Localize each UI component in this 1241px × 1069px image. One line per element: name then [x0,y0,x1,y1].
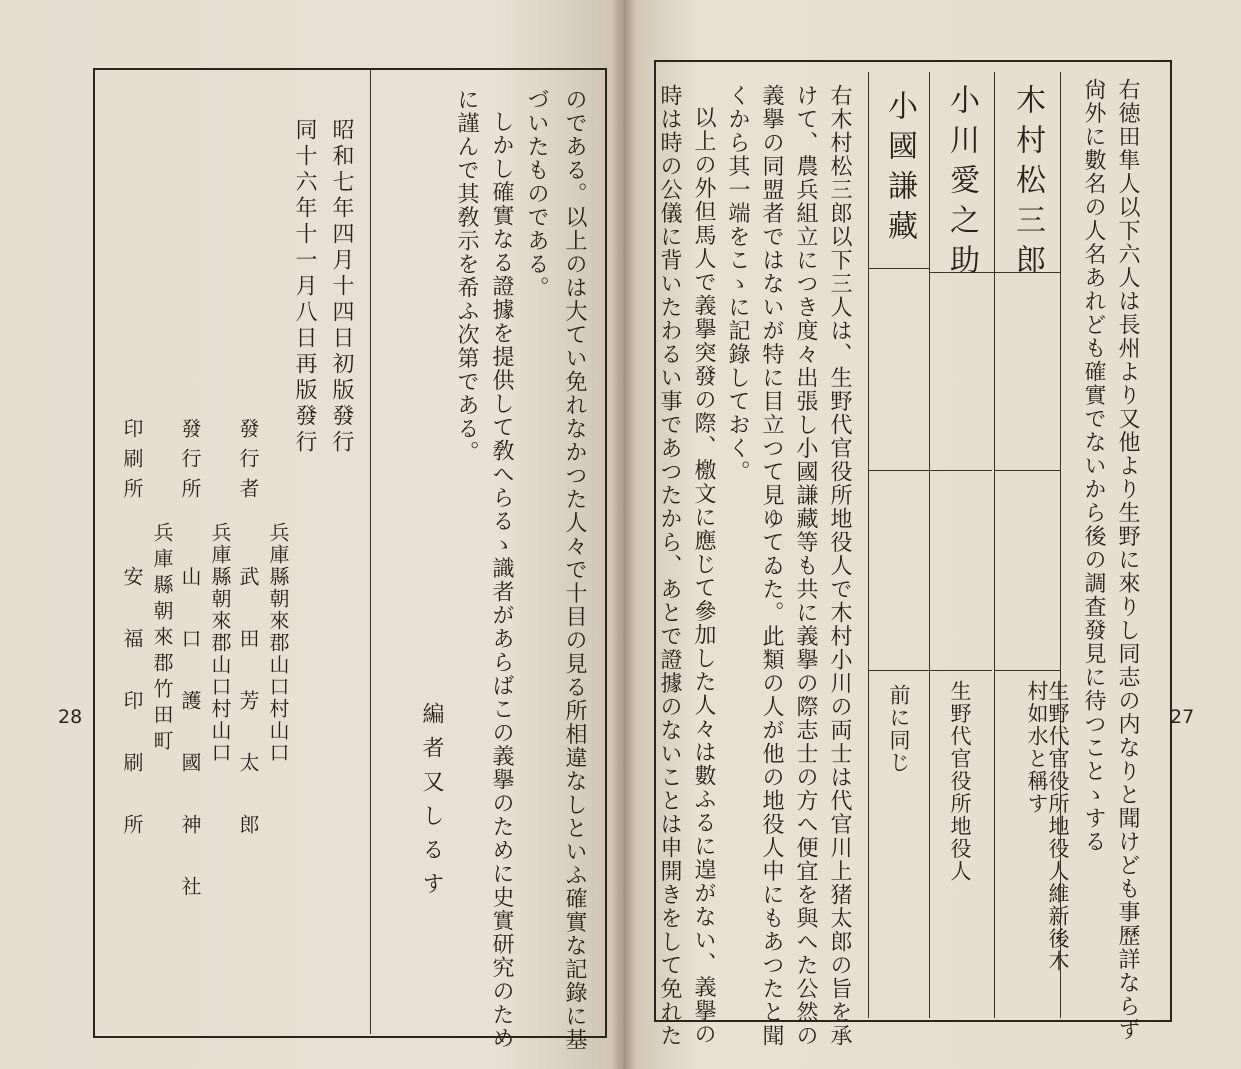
person-note: 前に同じ [887,684,911,774]
table-divider [868,72,869,1018]
colophon-printer-label: 印刷所 [120,418,144,508]
body-line: 時は時の公儀に背いたわるい事であつたから、あとで證據のないことは申開きをして免れた [657,84,682,1048]
left-page [0,0,620,1069]
person-name: 小國謙藏 [882,90,917,250]
colophon-publisher-name: 武田芳太郎 [236,566,260,876]
book-gutter [612,0,636,1069]
body-line: けて、農兵組立につき度々出張し小國謙藏等も共に義擧の際志士の方へ便宜を與へた公然の [793,84,818,1048]
person-note: 生野代官役所地役人 [948,680,972,883]
colophon-publisher-address: 兵庫縣朝來郡山口村山口 [266,522,290,764]
colophon-printer-address: 兵庫縣朝來郡竹田町 [150,522,174,756]
body-line: くから其一端をこゝに記錄しておく。 [725,84,750,484]
table-rule [868,670,992,671]
epilogue-line: しかし確實なる證據を提供して敎へらるゝ識者があらばこの義擧のために史實研究のため [489,110,514,1050]
colophon-date-reprint: 同十六年十一月八日再版發行 [292,118,317,456]
table-divider [994,72,995,1018]
table-divider [929,72,930,1018]
colophon-printer-name: 安福印刷所 [120,566,144,876]
header-line: 尙外に數名の人名あれども確實でないから後の調査發見に待つことゝする [1081,78,1106,854]
body-line: 以上の外但馬人で義擧突發の際、檄文に應じて參加した人々は數ふるに遑がない、義擧の [691,106,716,1046]
right-page [624,0,1241,1069]
colophon-issuer-label: 發行所 [178,418,202,508]
table-rule [868,268,930,269]
colophon-divider [370,70,371,1034]
epilogue-line: に謹んで其敎示を希ふ次第である。 [454,88,479,464]
table-rule [994,670,1060,671]
colophon-publisher-label: 發行者 [236,418,260,508]
colophon-issuer-name: 山口護國神社 [178,566,202,938]
table-rule [868,470,992,471]
table-rule [994,470,1060,471]
colophon-issuer-address: 兵庫縣朝來郡山口村山口 [208,522,232,764]
page-number: 28 [58,706,83,728]
colophon-date-first: 昭和七年四月十四日初版發行 [329,118,354,456]
person-name: 木村松三郎 [1010,84,1045,284]
header-line: 右徳田隼人以下六人は長州より又他より生野に來りし同志の内なりと聞けども事歷詳ならず [1115,78,1140,1042]
body-line: 右木村松三郎以下三人は、生野代官役所地役人で木村小川の両士は代官川上猪太郎の旨を承 [827,84,852,1048]
editor-signature: 編者又しるす [419,702,444,906]
body-line: 義擧の同盟者ではないが特に目立つて見ゆてゐた。此類の人が他の地役人中にもあつたと聞 [759,84,784,1048]
person-note: 生野代官役所地役人維新後木村如水と稱す [1025,680,1070,973]
page-number: 27 [1170,706,1195,728]
epilogue-line: づいたものである。 [524,88,549,300]
person-name: 小川愛之助 [944,84,979,284]
epilogue-line: のである。以上のは大てい免れなかつた人々で十目の見る所相違なしといふ確實な記錄に基 [562,88,587,1052]
